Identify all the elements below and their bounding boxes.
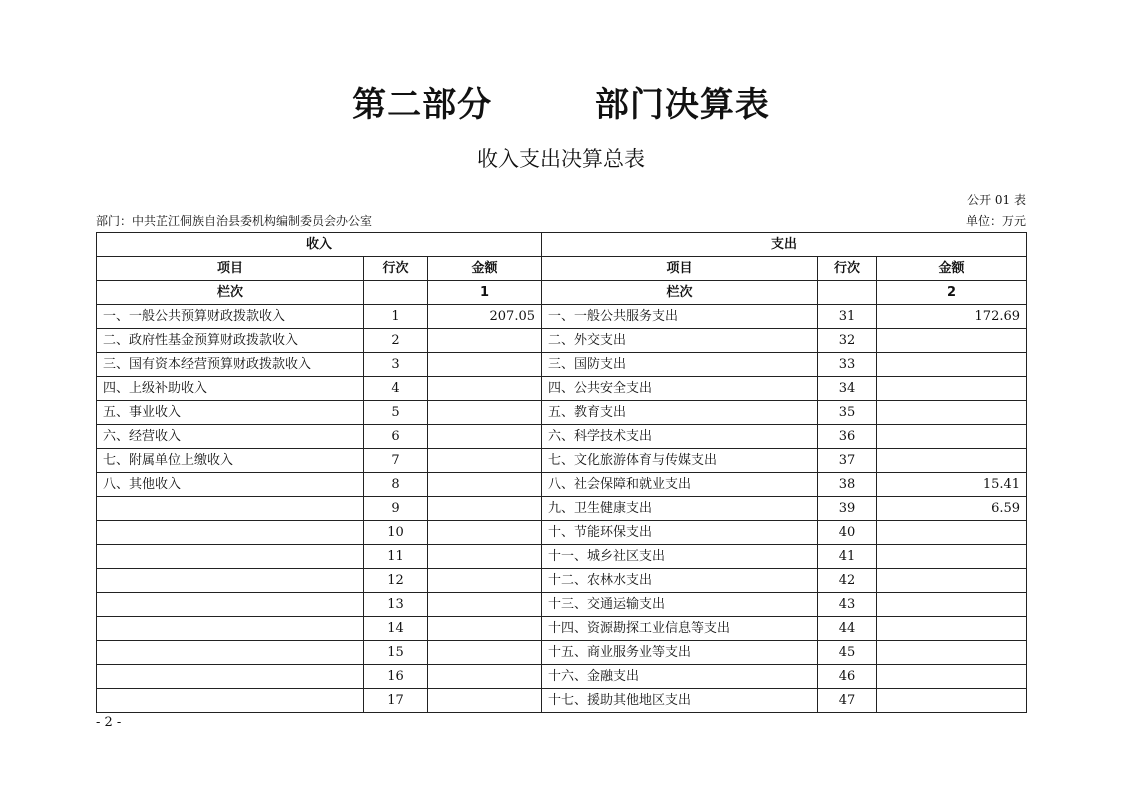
expense-line-cell: 46: [818, 665, 877, 689]
expense-item-cell: 三、国防支出: [542, 353, 818, 377]
table-row: [97, 473, 1027, 497]
income-amount-cell: [428, 329, 542, 353]
income-line-cell: 14: [364, 617, 428, 641]
table-row: [97, 617, 1027, 641]
table-title: 收入支出决算总表: [477, 147, 645, 171]
table-row: [97, 353, 1027, 377]
table-row: [97, 689, 1027, 713]
table-row: [97, 569, 1027, 593]
table-row: [97, 449, 1027, 473]
table-row: [97, 665, 1027, 689]
income-item-cell: 七、附属单位上缴收入: [97, 449, 364, 473]
expense-line-header: 行次: [818, 257, 877, 281]
income-item-cell: [97, 665, 364, 689]
expense-line-cell: 34: [818, 377, 877, 401]
expense-item-cell: 十四、资源勘探工业信息等支出: [542, 617, 818, 641]
income-index-label: 栏次: [97, 281, 364, 305]
expense-line-cell: 40: [818, 521, 877, 545]
income-line-cell: 5: [364, 401, 428, 425]
section-header-row: [97, 233, 1027, 257]
expense-line-cell: 32: [818, 329, 877, 353]
table-row: [97, 593, 1027, 617]
expense-line-cell: 31: [818, 305, 877, 329]
income-amount-cell: [428, 353, 542, 377]
income-line-cell: 16: [364, 665, 428, 689]
income-item-cell: 二、政府性基金预算财政拨款收入: [97, 329, 364, 353]
income-line-cell: 13: [364, 593, 428, 617]
expense-line-cell: 45: [818, 641, 877, 665]
expense-line-cell: 33: [818, 353, 877, 377]
table-row: [97, 401, 1027, 425]
income-line-cell: 1: [364, 305, 428, 329]
income-amount-cell: [428, 641, 542, 665]
unit-label: 单位：万元: [965, 214, 1026, 228]
expense-amount-cell: [877, 401, 1027, 425]
expense-item-cell: 十六、金融支出: [542, 665, 818, 689]
income-line-cell: 11: [364, 545, 428, 569]
income-item-cell: 一、一般公共预算财政拨款收入: [97, 305, 364, 329]
expense-line-cell: 44: [818, 617, 877, 641]
income-amount-cell: [428, 401, 542, 425]
table-row: [97, 545, 1027, 569]
expense-amount-cell: [877, 545, 1027, 569]
expense-line-cell: 43: [818, 593, 877, 617]
table-row: [97, 305, 1027, 329]
table-row: [97, 497, 1027, 521]
income-amount-cell: [428, 473, 542, 497]
income-item-cell: [97, 689, 364, 713]
expense-amount-cell: [877, 353, 1027, 377]
expense-amount-cell: 15.41: [877, 473, 1027, 497]
expense-amount-cell: [877, 377, 1027, 401]
income-line-cell: 3: [364, 353, 428, 377]
income-amount-cell: [428, 545, 542, 569]
expense-line-cell: 41: [818, 545, 877, 569]
expense-amount-cell: [877, 665, 1027, 689]
form-code: 公开 01 表: [967, 193, 1026, 207]
income-item-cell: [97, 617, 364, 641]
expense-line-cell: 47: [818, 689, 877, 713]
income-line-cell: 7: [364, 449, 428, 473]
table-row: [97, 425, 1027, 449]
income-amount-cell: [428, 689, 542, 713]
income-amount-cell: [428, 593, 542, 617]
income-amount-cell: [428, 449, 542, 473]
income-line-cell: 2: [364, 329, 428, 353]
expense-item-cell: 十一、城乡社区支出: [542, 545, 818, 569]
income-item-cell: 八、其他收入: [97, 473, 364, 497]
income-column-number: 1: [428, 281, 542, 305]
expense-amount-cell: [877, 569, 1027, 593]
income-item-cell: [97, 545, 364, 569]
expense-item-cell: 七、文化旅游体育与传媒支出: [542, 449, 818, 473]
income-line-cell: 9: [364, 497, 428, 521]
income-header: 收入: [97, 233, 542, 257]
table-row: [97, 377, 1027, 401]
expense-item-cell: 十、节能环保支出: [542, 521, 818, 545]
expense-amount-cell: [877, 617, 1027, 641]
expense-item-cell: 五、教育支出: [542, 401, 818, 425]
income-line-cell: 6: [364, 425, 428, 449]
income-amount-header: 金额: [428, 257, 542, 281]
expense-header: 支出: [542, 233, 1027, 257]
expense-line-cell: 42: [818, 569, 877, 593]
column-index-row: [97, 281, 1027, 305]
table-row: [97, 641, 1027, 665]
income-item-cell: [97, 593, 364, 617]
expense-amount-cell: [877, 521, 1027, 545]
income-line-cell: 17: [364, 689, 428, 713]
income-line-cell: 4: [364, 377, 428, 401]
income-item-header: 项目: [97, 257, 364, 281]
income-item-cell: [97, 569, 364, 593]
expense-index-label: 栏次: [542, 281, 818, 305]
income-line-cell: 8: [364, 473, 428, 497]
expense-index-blank: [818, 281, 877, 305]
income-expense-table: [96, 232, 1027, 713]
expense-line-cell: 37: [818, 449, 877, 473]
income-amount-cell: [428, 665, 542, 689]
table-row: [97, 521, 1027, 545]
income-item-cell: [97, 521, 364, 545]
expense-item-cell: 四、公共安全支出: [542, 377, 818, 401]
expense-item-cell: 十七、援助其他地区支出: [542, 689, 818, 713]
income-line-cell: 15: [364, 641, 428, 665]
income-amount-cell: [428, 497, 542, 521]
expense-column-number: 2: [877, 281, 1027, 305]
income-amount-cell: [428, 521, 542, 545]
income-item-cell: [97, 641, 364, 665]
expense-item-cell: 二、外交支出: [542, 329, 818, 353]
department-label: 部门：中共芷江侗族自治县委机构编制委员会办公室: [96, 214, 373, 228]
expense-amount-cell: [877, 689, 1027, 713]
income-item-cell: [97, 497, 364, 521]
column-header-row: [97, 257, 1027, 281]
expense-item-cell: 六、科学技术支出: [542, 425, 818, 449]
income-item-cell: 五、事业收入: [97, 401, 364, 425]
expense-item-header: 项目: [542, 257, 818, 281]
expense-line-cell: 36: [818, 425, 877, 449]
expense-line-cell: 39: [818, 497, 877, 521]
income-item-cell: 六、经营收入: [97, 425, 364, 449]
expense-amount-header: 金额: [877, 257, 1027, 281]
income-line-cell: 12: [364, 569, 428, 593]
table-row: [97, 329, 1027, 353]
expense-item-cell: 十三、交通运输支出: [542, 593, 818, 617]
expense-amount-cell: [877, 449, 1027, 473]
page-title: 第二部分 部门决算表: [352, 85, 770, 125]
expense-item-cell: 一、一般公共服务支出: [542, 305, 818, 329]
income-amount-cell: [428, 377, 542, 401]
page-number: - 2 -: [96, 715, 122, 730]
income-line-cell: 10: [364, 521, 428, 545]
income-line-header: 行次: [364, 257, 428, 281]
income-amount-cell: [428, 617, 542, 641]
income-index-blank: [364, 281, 428, 305]
expense-amount-cell: [877, 641, 1027, 665]
income-item-cell: 三、国有资本经营预算财政拨款收入: [97, 353, 364, 377]
expense-amount-cell: [877, 593, 1027, 617]
expense-item-cell: 十二、农林水支出: [542, 569, 818, 593]
expense-amount-cell: 172.69: [877, 305, 1027, 329]
expense-amount-cell: [877, 329, 1027, 353]
expense-item-cell: 八、社会保障和就业支出: [542, 473, 818, 497]
expense-line-cell: 38: [818, 473, 877, 497]
expense-amount-cell: [877, 425, 1027, 449]
income-item-cell: 四、上级补助收入: [97, 377, 364, 401]
expense-item-cell: 九、卫生健康支出: [542, 497, 818, 521]
expense-item-cell: 十五、商业服务业等支出: [542, 641, 818, 665]
income-amount-cell: [428, 569, 542, 593]
expense-amount-cell: 6.59: [877, 497, 1027, 521]
income-amount-cell: [428, 425, 542, 449]
expense-line-cell: 35: [818, 401, 877, 425]
income-amount-cell: 207.05: [428, 305, 542, 329]
